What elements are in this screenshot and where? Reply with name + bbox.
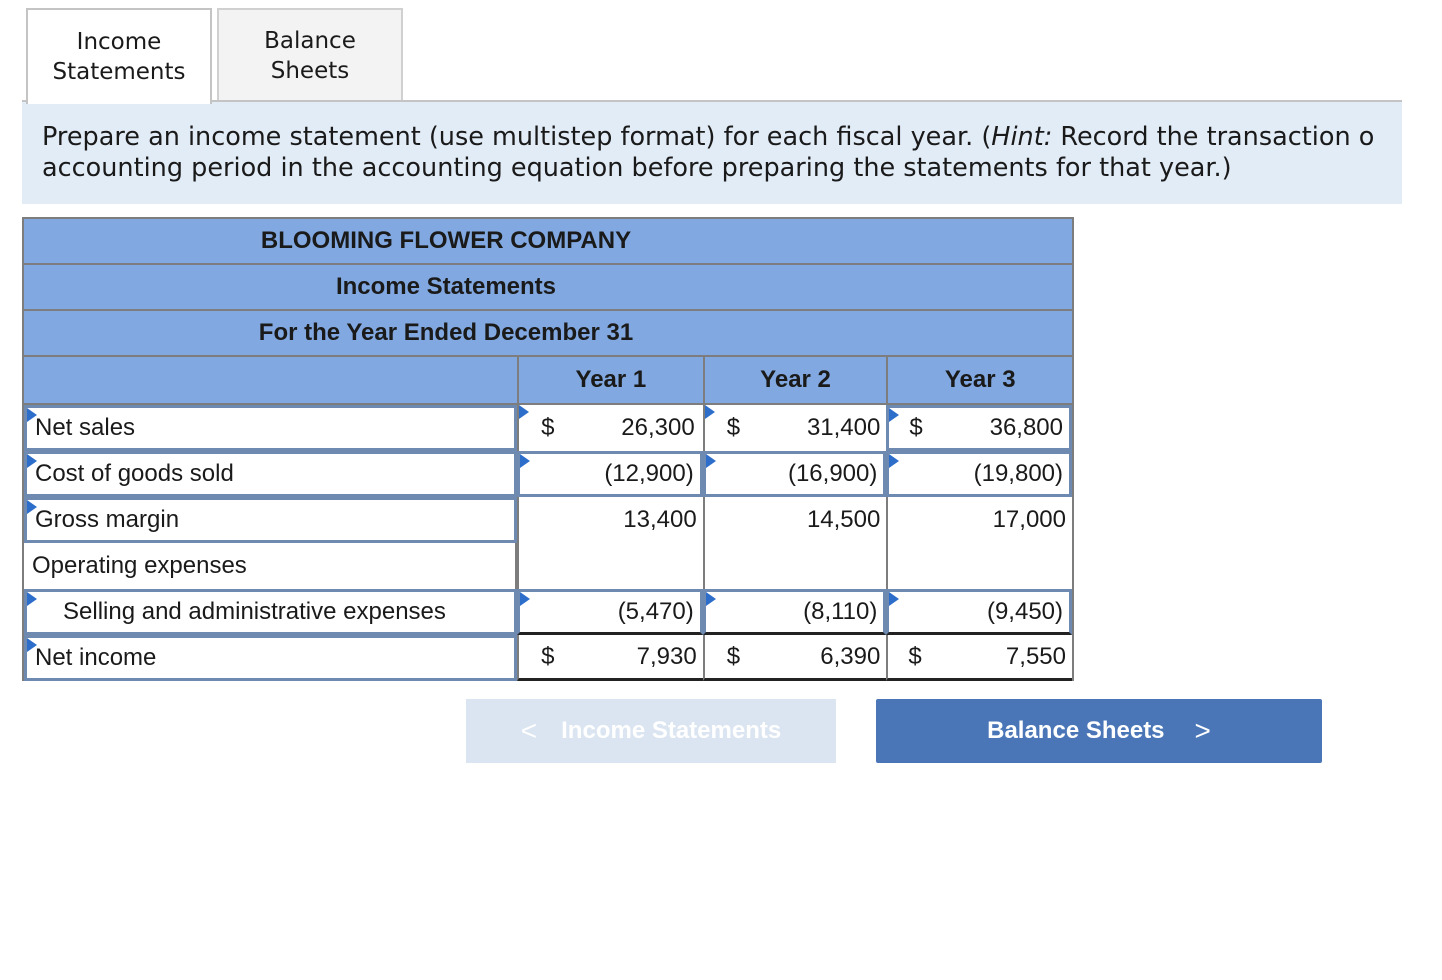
dropdown-marker-icon [889,454,899,468]
gross-margin-year-2-value: 14,500 [806,506,881,533]
dropdown-marker-icon [706,592,716,606]
selling-admin-row [24,587,1072,633]
dropdown-marker-icon [706,454,716,468]
net-income-label: Net income [35,644,157,671]
instructions-panel [22,102,1402,204]
year-2-header: Year 2 [703,357,887,403]
net-sales-year-2-value[interactable]: 31,400 [806,414,881,441]
dollar-sign: $ [726,642,741,670]
selling-admin-year-2 [703,589,887,635]
cogs-year-2-value[interactable]: (16,900) [787,460,878,487]
tab-bar [22,6,1402,102]
statement-period-row [22,309,1074,355]
selling-admin-year-1 [517,589,703,635]
net-income-year-1 [517,635,703,681]
cogs-label-input[interactable] [24,451,517,497]
year-header-row [24,357,1072,403]
operating-expenses-year-3 [886,543,1072,589]
gross-margin-row [24,495,1072,541]
net-income-row [24,633,1072,679]
income-statement-table [22,217,1074,681]
net-sales-row [24,403,1072,449]
selling-admin-year-2-value[interactable]: (8,110) [803,598,878,625]
net-income-year-2-value: 6,390 [820,642,881,670]
net-sales-label: Net sales [35,414,136,441]
net-sales-label-input[interactable] [24,405,517,451]
year-3-header: Year 3 [886,357,1072,403]
tab-income-statements-label: Income Statements [52,29,186,85]
company-name-row [22,217,1074,263]
previous-button-label: Income Statements [561,717,782,744]
dollar-sign: $ [908,642,922,670]
statement-title: Income Statements [335,273,557,300]
year-1-header: Year 1 [517,357,703,403]
operating-expenses-label: Operating expenses [32,552,247,579]
gross-margin-year-3 [886,497,1072,543]
instructions-line-1 [42,122,1402,153]
instructions-text-continued: Record the transaction o [1052,122,1375,152]
gross-margin-label-input[interactable] [24,497,517,543]
statement-title-row [22,263,1074,309]
operating-expenses-row [24,541,1072,587]
cogs-year-3 [886,451,1072,497]
net-sales-year-2 [703,405,887,451]
cogs-year-1 [517,451,703,497]
instructions-line-2: accounting period in the accounting equation before preparing the statements for that year.) [42,153,1232,183]
next-button-label: Balance Sheets [987,717,1165,744]
gross-margin-year-1-value: 13,400 [623,506,697,533]
dollar-sign: $ [909,414,923,441]
gross-margin-label: Gross margin [35,506,180,533]
cogs-year-3-value[interactable]: (19,800) [973,460,1063,487]
chevron-right-icon: > [1194,715,1211,746]
chevron-left-icon: < [520,715,538,746]
operating-expenses-year-2 [703,543,887,589]
dropdown-marker-icon [27,454,37,468]
statement-grid [22,355,1074,681]
year-header-spacer [24,357,517,403]
net-sales-year-3 [886,405,1072,451]
tab-income-statements[interactable] [26,8,212,104]
net-income-year-1-value: 7,930 [636,642,697,670]
selling-admin-year-3 [886,589,1072,635]
net-income-label-input[interactable] [24,635,517,681]
net-sales-year-1 [517,405,703,451]
dollar-sign: $ [541,642,555,670]
dropdown-marker-icon [27,638,37,652]
cogs-row [24,449,1072,495]
dropdown-marker-icon [520,454,530,468]
next-balance-sheets-button[interactable] [876,699,1322,763]
dropdown-marker-icon [519,405,529,419]
gross-margin-year-3-value: 17,000 [992,506,1066,533]
dollar-sign: $ [726,414,741,441]
net-income-year-3 [886,635,1072,681]
previous-income-statements-button[interactable] [466,699,836,763]
net-sales-year-1-value[interactable]: 26,300 [621,414,695,441]
net-sales-year-3-value[interactable]: 36,800 [989,414,1063,441]
net-income-year-3-value: 7,550 [1005,642,1066,670]
dropdown-marker-icon [889,592,899,606]
dropdown-marker-icon [889,408,899,422]
cogs-year-1-value[interactable]: (12,900) [604,460,694,487]
selling-admin-label-input[interactable] [24,589,517,635]
selling-admin-year-1-value[interactable]: (5,470) [617,598,694,625]
operating-expenses-label-cell [24,543,517,589]
tab-balance-sheets-label: Balance Sheets [264,28,356,84]
gross-margin-year-1 [517,497,703,543]
cogs-year-2 [703,451,887,497]
dropdown-marker-icon [27,408,37,422]
instructions-text: Prepare an income statement (use multistep format) for each fiscal year. ( [42,122,992,152]
company-name: BLOOMING FLOWER COMPANY [260,227,632,254]
dropdown-marker-icon [27,500,37,514]
cogs-label: Cost of goods sold [35,460,234,487]
net-income-year-2 [703,635,887,681]
selling-admin-label: Selling and administrative expenses [63,598,446,625]
selling-admin-year-3-value[interactable]: (9,450) [986,598,1064,625]
dropdown-marker-icon [520,592,530,606]
dollar-sign: $ [541,414,555,441]
dropdown-marker-icon [27,592,37,606]
statement-period: For the Year Ended December 31 [258,319,634,346]
tab-balance-sheets[interactable] [217,8,403,102]
gross-margin-year-2 [703,497,887,543]
dropdown-marker-icon [705,405,715,419]
hint-label: Hint: [991,122,1053,152]
operating-expenses-year-1 [517,543,703,589]
